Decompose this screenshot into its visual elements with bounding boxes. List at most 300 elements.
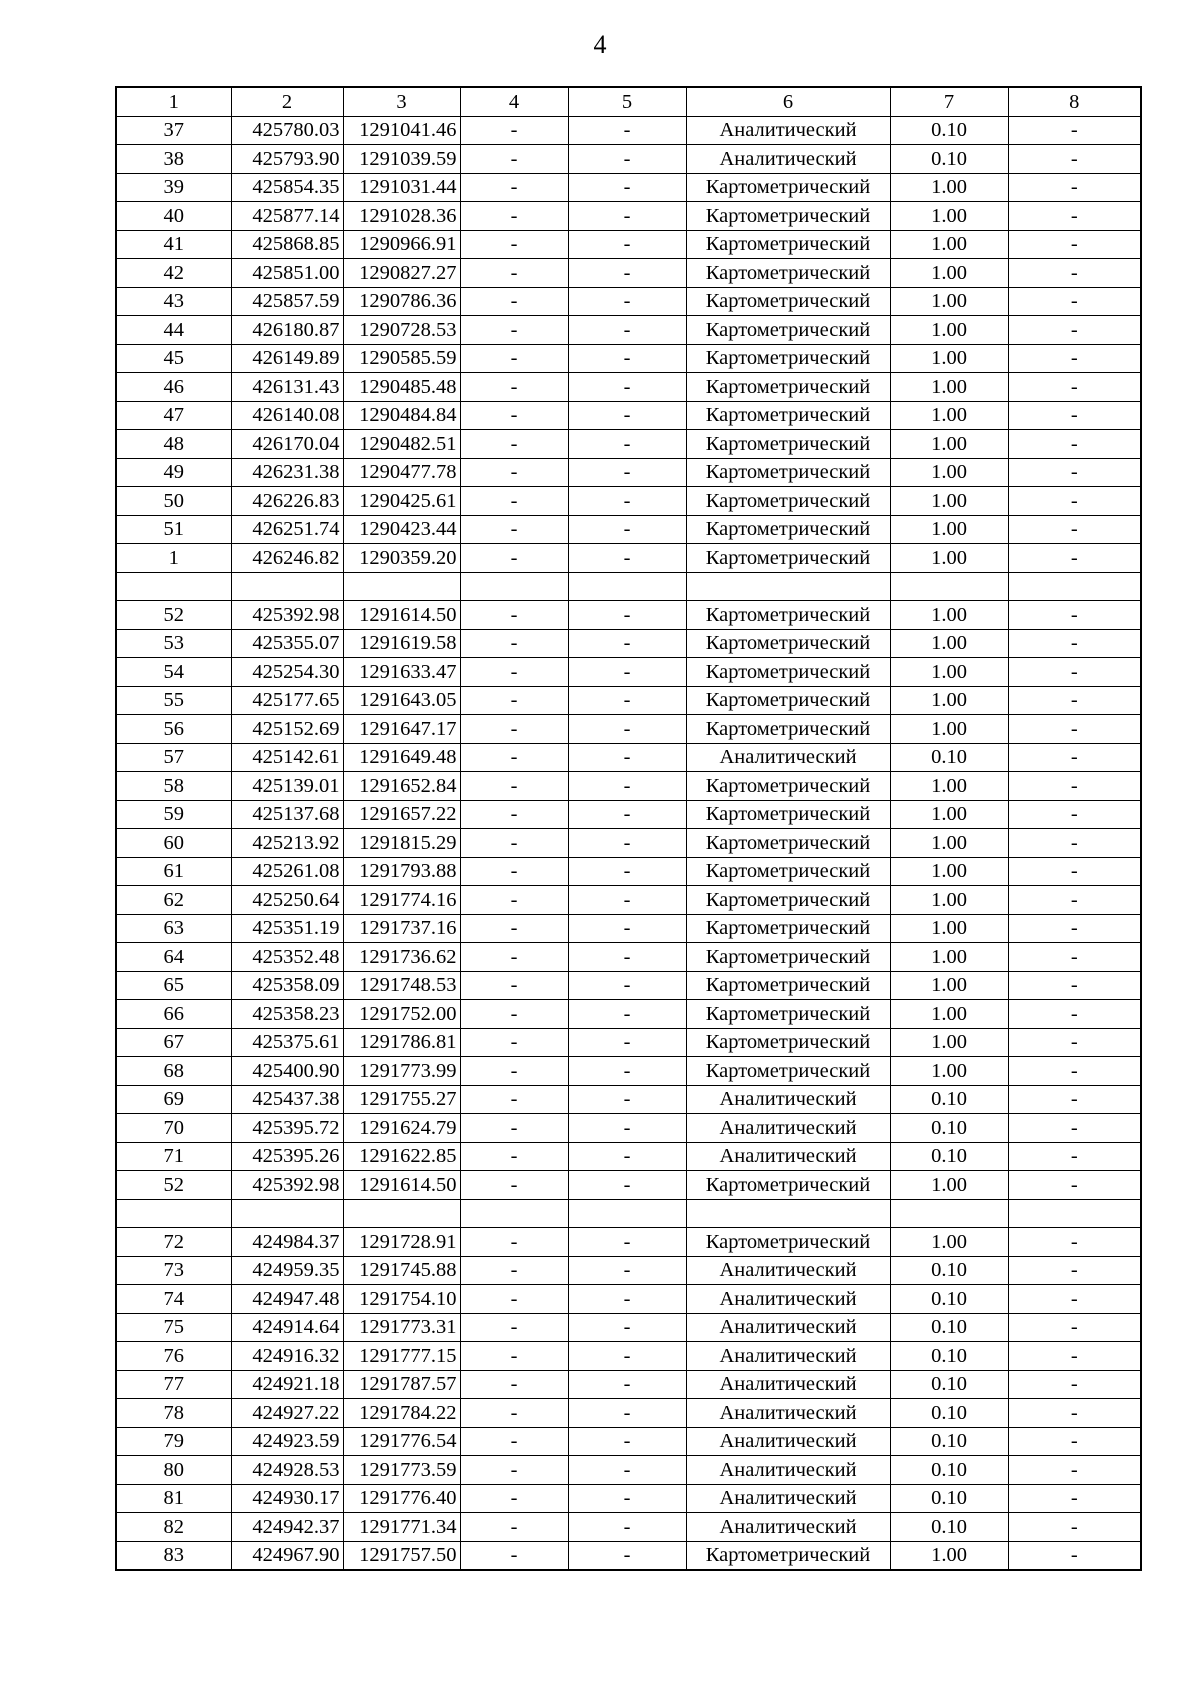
table-cell: -	[1008, 829, 1141, 858]
table-cell: Картометрический	[686, 886, 890, 915]
table-cell: -	[460, 1000, 568, 1029]
table-cell: 424942.37	[231, 1513, 343, 1542]
table-cell: -	[1008, 1171, 1141, 1200]
table-cell: 1.00	[890, 629, 1008, 658]
table-cell: 1291754.10	[343, 1285, 460, 1314]
table-cell: Картометрический	[686, 316, 890, 345]
table-cell: 1.00	[890, 857, 1008, 886]
table-cell: 1290827.27	[343, 259, 460, 288]
table-cell: 1291619.58	[343, 629, 460, 658]
table-cell: 1290786.36	[343, 287, 460, 316]
table-cell: -	[1008, 1342, 1141, 1371]
table-cell: Аналитический	[686, 1142, 890, 1171]
table-cell: 425395.26	[231, 1142, 343, 1171]
table-cell: -	[1008, 857, 1141, 886]
table-cell: 426131.43	[231, 373, 343, 402]
table-cell: -	[460, 487, 568, 516]
table-cell: 425437.38	[231, 1085, 343, 1114]
table-cell: 73	[116, 1256, 231, 1285]
table-cell: 1.00	[890, 1541, 1008, 1570]
table-cell: 38	[116, 145, 231, 174]
table-cell: -	[568, 686, 686, 715]
table-cell: 424930.17	[231, 1484, 343, 1513]
table-cell: 0.10	[890, 1313, 1008, 1342]
table-cell: Аналитический	[686, 1285, 890, 1314]
table-cell: Аналитический	[686, 1427, 890, 1456]
table-cell: -	[1008, 1085, 1141, 1114]
table-cell: 0.10	[890, 1484, 1008, 1513]
table-cell: -	[460, 515, 568, 544]
table-cell: 425177.65	[231, 686, 343, 715]
table-row	[116, 1256, 1141, 1285]
table-cell	[1008, 1199, 1141, 1228]
table-cell: Картометрический	[686, 430, 890, 459]
table-cell: -	[1008, 1114, 1141, 1143]
table-cell: -	[568, 145, 686, 174]
table-cell: -	[1008, 344, 1141, 373]
table-cell: 0.10	[890, 1456, 1008, 1485]
table-cell: 1.00	[890, 544, 1008, 573]
table-cell: 59	[116, 800, 231, 829]
table-cell: 424916.32	[231, 1342, 343, 1371]
table-cell: 425250.64	[231, 886, 343, 915]
table-cell: -	[460, 971, 568, 1000]
table-cell: 1291624.79	[343, 1114, 460, 1143]
table-cell: 56	[116, 715, 231, 744]
table-cell: 69	[116, 1085, 231, 1114]
table-row	[116, 401, 1141, 430]
table-cell: 83	[116, 1541, 231, 1570]
table-cell: Аналитический	[686, 1484, 890, 1513]
table-cell: 1291745.88	[343, 1256, 460, 1285]
table-cell: -	[568, 601, 686, 630]
table-cell: 425351.19	[231, 914, 343, 943]
table-row	[116, 743, 1141, 772]
table-cell	[686, 1199, 890, 1228]
table-cell: -	[568, 1513, 686, 1542]
table-cell: Картометрический	[686, 1541, 890, 1570]
table-cell: -	[460, 800, 568, 829]
table-cell: 67	[116, 1028, 231, 1057]
table-cell: -	[460, 230, 568, 259]
table-cell: -	[1008, 1142, 1141, 1171]
table-cell: 426246.82	[231, 544, 343, 573]
table-cell: 43	[116, 287, 231, 316]
table-cell	[116, 572, 231, 601]
table-cell: Картометрический	[686, 458, 890, 487]
table-cell: Картометрический	[686, 515, 890, 544]
table-cell: Картометрический	[686, 943, 890, 972]
table-cell: 1.00	[890, 230, 1008, 259]
table-row	[116, 230, 1141, 259]
table-cell: -	[1008, 1541, 1141, 1570]
table-cell: -	[568, 715, 686, 744]
table-cell: -	[568, 1057, 686, 1086]
table-cell: -	[568, 629, 686, 658]
table-cell: 47	[116, 401, 231, 430]
table-cell: -	[1008, 202, 1141, 231]
table-row	[116, 1028, 1141, 1057]
table-cell: 0.10	[890, 1085, 1008, 1114]
table-cell: 54	[116, 658, 231, 687]
table-cell	[460, 1199, 568, 1228]
table-cell: -	[568, 943, 686, 972]
table-cell: -	[1008, 1313, 1141, 1342]
table-cell: -	[568, 1000, 686, 1029]
header-cell: 6	[686, 87, 890, 116]
table-row	[116, 914, 1141, 943]
table-cell: 1291755.27	[343, 1085, 460, 1114]
table-cell: 1291793.88	[343, 857, 460, 886]
table-row	[116, 715, 1141, 744]
table-row	[116, 259, 1141, 288]
table-cell: 1291614.50	[343, 601, 460, 630]
table-cell: -	[1008, 1028, 1141, 1057]
table-cell: Картометрический	[686, 173, 890, 202]
table-cell: -	[460, 601, 568, 630]
table-cell: 40	[116, 202, 231, 231]
table-cell: Картометрический	[686, 857, 890, 886]
table-cell: -	[1008, 487, 1141, 516]
page-number: 4	[593, 30, 607, 59]
table-row	[116, 886, 1141, 915]
table-row	[116, 515, 1141, 544]
table-cell: -	[568, 230, 686, 259]
table-cell: -	[460, 145, 568, 174]
table-cell: 49	[116, 458, 231, 487]
table-row	[116, 1057, 1141, 1086]
table-cell: -	[568, 1285, 686, 1314]
table-cell: Картометрический	[686, 230, 890, 259]
table-cell: -	[1008, 401, 1141, 430]
table-cell: -	[460, 316, 568, 345]
table-cell: 1.00	[890, 943, 1008, 972]
table-row	[116, 1285, 1141, 1314]
table-cell: -	[1008, 886, 1141, 915]
table-cell: 1.00	[890, 686, 1008, 715]
table-row	[116, 1513, 1141, 1542]
table-cell: 1291777.15	[343, 1342, 460, 1371]
table-cell	[686, 572, 890, 601]
table-cell: 1.00	[890, 430, 1008, 459]
table-cell: -	[1008, 715, 1141, 744]
table-row	[116, 829, 1141, 858]
table-cell: 425854.35	[231, 173, 343, 202]
table-cell: 1291643.05	[343, 686, 460, 715]
table-cell: 1.00	[890, 401, 1008, 430]
table-cell: 70	[116, 1114, 231, 1143]
table-row	[116, 1370, 1141, 1399]
table-cell: 41	[116, 230, 231, 259]
table-cell: 1.00	[890, 259, 1008, 288]
table-cell: -	[460, 1171, 568, 1200]
table-cell: 0.10	[890, 1142, 1008, 1171]
table-cell: -	[1008, 316, 1141, 345]
table-cell: -	[460, 287, 568, 316]
table-cell: 61	[116, 857, 231, 886]
table-cell: -	[460, 1484, 568, 1513]
table-cell: 425392.98	[231, 601, 343, 630]
table-cell: -	[568, 658, 686, 687]
header-cell: 2	[231, 87, 343, 116]
table-cell: 1290477.78	[343, 458, 460, 487]
table-cell: -	[1008, 116, 1141, 145]
table-cell	[1008, 572, 1141, 601]
table-cell: -	[460, 1541, 568, 1570]
table-cell: -	[460, 458, 568, 487]
table-cell: -	[568, 458, 686, 487]
table-cell: -	[568, 1484, 686, 1513]
table-cell: 0.10	[890, 1399, 1008, 1428]
table-cell: 0.10	[890, 1427, 1008, 1456]
table-cell: Картометрический	[686, 772, 890, 801]
table-cell: Аналитический	[686, 116, 890, 145]
table-cell: 1	[116, 544, 231, 573]
table-cell: -	[460, 629, 568, 658]
table-cell: 1291649.48	[343, 743, 460, 772]
table-cell: 50	[116, 487, 231, 516]
table-cell: 1291773.99	[343, 1057, 460, 1086]
table-cell: 64	[116, 943, 231, 972]
table-cell: 63	[116, 914, 231, 943]
table-cell: -	[1008, 914, 1141, 943]
table-cell: -	[460, 1370, 568, 1399]
table-row	[116, 1342, 1141, 1371]
table-row	[116, 287, 1141, 316]
table-cell: -	[568, 1114, 686, 1143]
table-cell: 425793.90	[231, 145, 343, 174]
table-cell: 1291776.54	[343, 1427, 460, 1456]
table-cell: -	[568, 1171, 686, 1200]
table-cell: 1291728.91	[343, 1228, 460, 1257]
table-cell: 1291774.16	[343, 886, 460, 915]
table-cell: -	[1008, 772, 1141, 801]
table-cell: 1.00	[890, 316, 1008, 345]
table-cell: 1291028.36	[343, 202, 460, 231]
table-cell: 77	[116, 1370, 231, 1399]
table-cell: 1291736.62	[343, 943, 460, 972]
separator-row	[116, 1199, 1141, 1228]
table-cell: -	[568, 914, 686, 943]
table-cell: 424947.48	[231, 1285, 343, 1314]
table-cell: 425851.00	[231, 259, 343, 288]
table-cell: 425375.61	[231, 1028, 343, 1057]
table-cell: 52	[116, 1171, 231, 1200]
table-cell: 72	[116, 1228, 231, 1257]
table-cell: 424928.53	[231, 1456, 343, 1485]
table-row	[116, 1484, 1141, 1513]
table-row	[116, 1000, 1141, 1029]
table-cell: 424927.22	[231, 1399, 343, 1428]
table-row	[116, 1114, 1141, 1143]
table-cell: -	[1008, 458, 1141, 487]
table-cell: 1.00	[890, 1057, 1008, 1086]
table-cell: 426170.04	[231, 430, 343, 459]
table-cell: 76	[116, 1342, 231, 1371]
table-cell: 426149.89	[231, 344, 343, 373]
table-row	[116, 487, 1141, 516]
table-header-row	[116, 87, 1141, 116]
table-cell: 1291652.84	[343, 772, 460, 801]
table-cell: 426180.87	[231, 316, 343, 345]
table-cell: -	[460, 1342, 568, 1371]
table-cell: -	[1008, 971, 1141, 1000]
table-cell: -	[460, 1313, 568, 1342]
table-cell: 1.00	[890, 800, 1008, 829]
table-cell: -	[1008, 1256, 1141, 1285]
table-cell: Картометрический	[686, 373, 890, 402]
table-row	[116, 1142, 1141, 1171]
table-cell: 1.00	[890, 658, 1008, 687]
table-cell: Картометрический	[686, 715, 890, 744]
table-cell: 1.00	[890, 173, 1008, 202]
table-cell: 425780.03	[231, 116, 343, 145]
table-cell: -	[568, 1313, 686, 1342]
table-cell: Картометрический	[686, 601, 890, 630]
table-cell: 1.00	[890, 487, 1008, 516]
table-cell	[116, 1199, 231, 1228]
table-cell: -	[1008, 1427, 1141, 1456]
table-cell: 425213.92	[231, 829, 343, 858]
table-cell: -	[1008, 1456, 1141, 1485]
table-cell: -	[460, 1513, 568, 1542]
header-cell: 3	[343, 87, 460, 116]
table-cell: Картометрический	[686, 800, 890, 829]
table-cell: 0.10	[890, 1114, 1008, 1143]
table-cell: 424984.37	[231, 1228, 343, 1257]
table-cell: -	[460, 772, 568, 801]
table-cell: -	[568, 971, 686, 1000]
table-cell: Картометрический	[686, 1000, 890, 1029]
table-cell: 1291737.16	[343, 914, 460, 943]
table-cell: 62	[116, 886, 231, 915]
table-cell: 1.00	[890, 1028, 1008, 1057]
table-cell: -	[460, 658, 568, 687]
table-cell: 425254.30	[231, 658, 343, 687]
table-row	[116, 658, 1141, 687]
table-cell: -	[568, 316, 686, 345]
table-cell: 75	[116, 1313, 231, 1342]
table-cell: 53	[116, 629, 231, 658]
table-cell: Картометрический	[686, 1028, 890, 1057]
table-cell: -	[460, 259, 568, 288]
table-cell: 1291614.50	[343, 1171, 460, 1200]
table-cell: 42	[116, 259, 231, 288]
coordinates-table	[115, 86, 1142, 1571]
table-cell: 425142.61	[231, 743, 343, 772]
table-cell: Картометрический	[686, 629, 890, 658]
table-cell: Картометрический	[686, 344, 890, 373]
table-cell: 1.00	[890, 601, 1008, 630]
table-cell: 66	[116, 1000, 231, 1029]
table-cell: 1.00	[890, 458, 1008, 487]
table-cell: 425152.69	[231, 715, 343, 744]
table-cell	[231, 1199, 343, 1228]
table-cell	[231, 572, 343, 601]
table-cell: 425358.23	[231, 1000, 343, 1029]
table-cell: 425392.98	[231, 1171, 343, 1200]
table-cell: 426140.08	[231, 401, 343, 430]
table-cell: -	[568, 772, 686, 801]
table-cell: -	[1008, 1000, 1141, 1029]
header-cell: 5	[568, 87, 686, 116]
table-cell: -	[460, 1456, 568, 1485]
table-cell: -	[1008, 743, 1141, 772]
table-cell: 1.00	[890, 1000, 1008, 1029]
table-cell: 426251.74	[231, 515, 343, 544]
table-row	[116, 971, 1141, 1000]
table-cell: -	[568, 344, 686, 373]
table-cell: -	[460, 430, 568, 459]
table-cell: 1291031.44	[343, 173, 460, 202]
header-cell: 7	[890, 87, 1008, 116]
table-cell: 0.10	[890, 145, 1008, 174]
table-cell: 425355.07	[231, 629, 343, 658]
table-row	[116, 1085, 1141, 1114]
table-cell: 1290359.20	[343, 544, 460, 573]
table-cell: 45	[116, 344, 231, 373]
table-cell: 1291041.46	[343, 116, 460, 145]
table-cell: 1.00	[890, 715, 1008, 744]
table-cell: -	[1008, 686, 1141, 715]
table-cell: 48	[116, 430, 231, 459]
table-cell: -	[1008, 145, 1141, 174]
table-row	[116, 1427, 1141, 1456]
table-cell: 424923.59	[231, 1427, 343, 1456]
table-cell: 81	[116, 1484, 231, 1513]
table-cell: 1290484.84	[343, 401, 460, 430]
table-cell: 1290485.48	[343, 373, 460, 402]
table-row	[116, 344, 1141, 373]
table-cell: Аналитический	[686, 1399, 890, 1428]
table-row	[116, 943, 1141, 972]
table-cell: 46	[116, 373, 231, 402]
table-cell: -	[1008, 1513, 1141, 1542]
separator-row	[116, 572, 1141, 601]
table-cell: 425137.68	[231, 800, 343, 829]
table-cell: Картометрический	[686, 1057, 890, 1086]
table-cell: -	[1008, 515, 1141, 544]
table-cell: 1291773.31	[343, 1313, 460, 1342]
table-cell: -	[460, 1085, 568, 1114]
table-cell: -	[568, 886, 686, 915]
table-row	[116, 173, 1141, 202]
table-cell: -	[568, 1342, 686, 1371]
table-cell: -	[1008, 173, 1141, 202]
table-cell: -	[460, 1057, 568, 1086]
table-cell: -	[1008, 800, 1141, 829]
table-cell: Аналитический	[686, 743, 890, 772]
table-cell: 0.10	[890, 1256, 1008, 1285]
table-cell: 425877.14	[231, 202, 343, 231]
table-cell: 39	[116, 173, 231, 202]
table-cell: Картометрический	[686, 401, 890, 430]
table-cell: -	[460, 344, 568, 373]
table-cell: Картометрический	[686, 544, 890, 573]
table-cell: 1290423.44	[343, 515, 460, 544]
table-cell: 1290482.51	[343, 430, 460, 459]
table-cell: 0.10	[890, 116, 1008, 145]
table-cell: 425261.08	[231, 857, 343, 886]
table-cell: -	[568, 116, 686, 145]
table-cell: -	[1008, 1370, 1141, 1399]
table-cell: 60	[116, 829, 231, 858]
table-cell: 424914.64	[231, 1313, 343, 1342]
table-cell	[460, 572, 568, 601]
table-cell: 1291622.85	[343, 1142, 460, 1171]
table-cell: -	[1008, 1228, 1141, 1257]
table-cell: -	[1008, 943, 1141, 972]
